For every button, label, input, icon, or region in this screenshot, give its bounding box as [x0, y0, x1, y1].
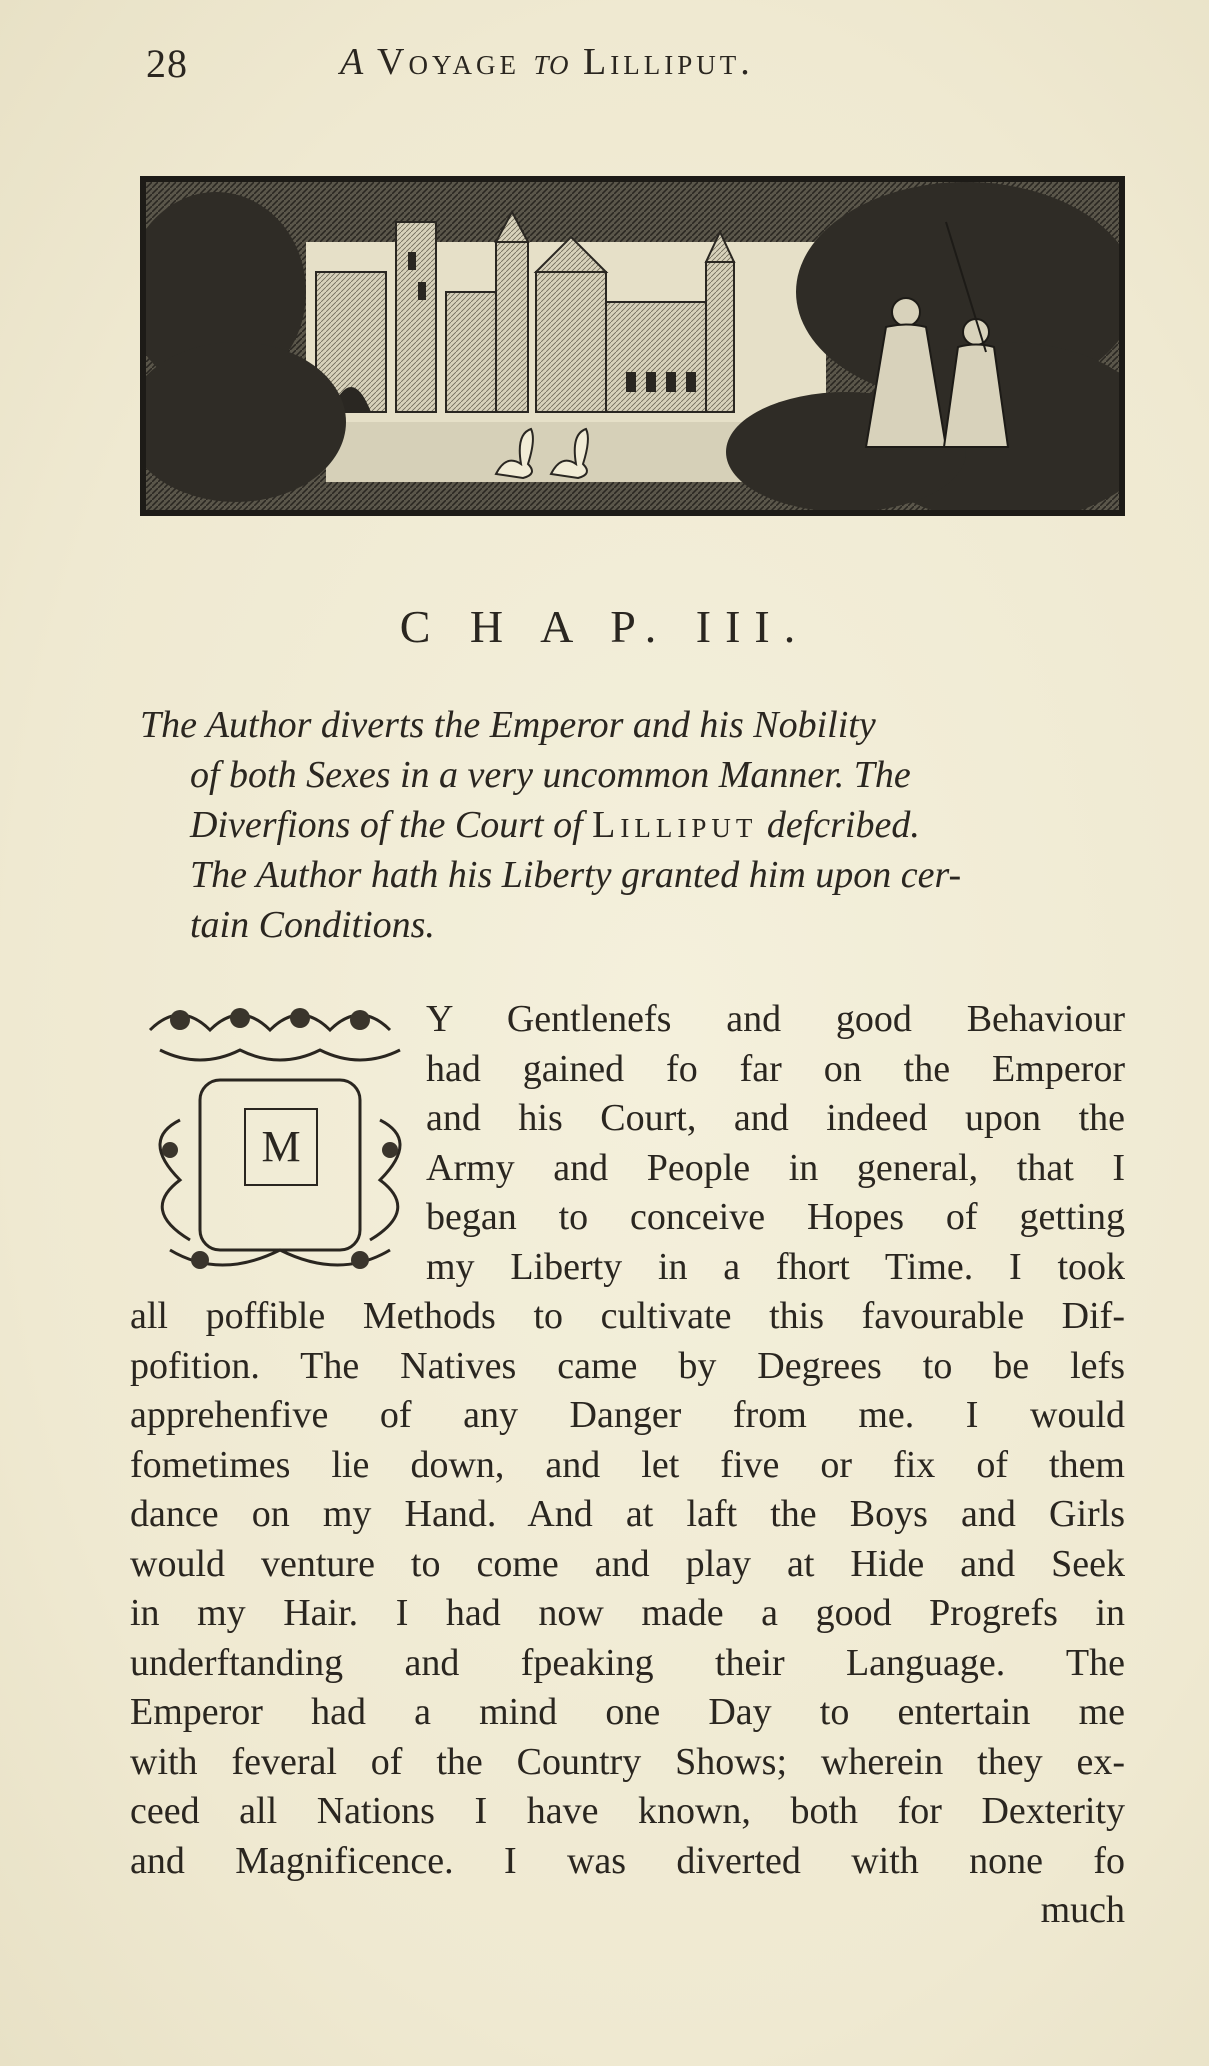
- summary-line: [140, 800, 1125, 850]
- body-line: Y Gentlenefs and good Behaviour: [426, 998, 1125, 1040]
- initial-letter: M: [244, 1108, 318, 1186]
- body-line: had gained fo far on the Emperor: [426, 1047, 1125, 1090]
- summary-lilliput: Lilliput: [592, 804, 758, 846]
- header-title-to: to: [533, 41, 570, 83]
- summary-line: tain Conditions.: [190, 904, 435, 946]
- body-line: Emperor had a mind one Day to entertain me: [130, 1691, 1125, 1733]
- header-title-lilliput: Lilliput.: [583, 41, 754, 83]
- body-line: pofition. The Natives came by Degrees to be lefs: [130, 1344, 1125, 1387]
- body-line: my Liberty in a fhort Time. I took: [426, 1245, 1125, 1288]
- chapter-heading: C H A P. III.: [399, 601, 810, 652]
- summary-line: of both Sexes in a very uncommon Manner. The: [190, 754, 911, 796]
- summary-fragment: defcribed.: [766, 804, 920, 846]
- header-title-voyage: Voyage: [377, 41, 520, 83]
- woodcut-landscape-illustration: [146, 182, 1119, 510]
- body-line: underftanding and fpeaking their Language. The: [130, 1641, 1125, 1684]
- body-line: fometimes lie down, and let five or fix of them: [130, 1443, 1125, 1486]
- header-title: [340, 40, 754, 84]
- body-line: and his Court, and indeed upon the: [426, 1097, 1125, 1139]
- body-line: in my Hair. I had now made a good Progrefs in: [130, 1592, 1125, 1634]
- body-line: Army and People in general, that I: [426, 1146, 1125, 1189]
- summary-line: The Author diverts the Emperor and his Nobility: [140, 704, 876, 746]
- body-line: ceed all Nations I have known, both for Dexterity: [130, 1790, 1125, 1832]
- summary-fragment: Diverfions of the Court of: [190, 804, 583, 846]
- body-line: all poffible Methods to cultivate this favourable Dif-: [130, 1295, 1125, 1337]
- body-text: [130, 995, 1125, 1936]
- header-title-article: A: [340, 41, 365, 83]
- body-line: began to conceive Hopes of getting: [426, 1196, 1125, 1238]
- body-line: and Magnificence. I was diverted with none fo: [130, 1839, 1125, 1882]
- catchword: much: [1040, 1889, 1125, 1931]
- body-line: dance on my Hand. And at laft the Boys and Girls: [130, 1493, 1125, 1535]
- body-line: apprehenfive of any Danger from me. I would: [130, 1394, 1125, 1436]
- body-line: with feveral of the Country Shows; wherein they ex-: [130, 1740, 1125, 1783]
- woodcut-vignette: [140, 176, 1125, 516]
- summary-line: The Author hath his Liberty granted him upon cer-: [190, 854, 962, 896]
- body-line: would venture to come and play at Hide and Seek: [130, 1542, 1125, 1585]
- page-number: 28: [146, 41, 188, 86]
- chapter-summary: [140, 700, 1125, 950]
- running-head: [130, 36, 890, 86]
